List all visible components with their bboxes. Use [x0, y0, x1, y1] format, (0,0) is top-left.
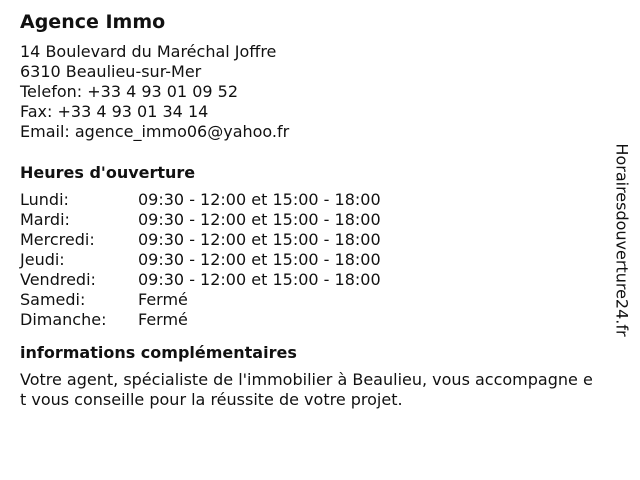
day-label: Vendredi:	[20, 270, 96, 289]
day-hours: 09:30 - 12:00 et 15:00 - 18:00	[138, 190, 381, 209]
opening-hours-heading: Heures d'ouverture	[20, 163, 196, 182]
phone-number: Telefon: +33 4 93 01 09 52	[20, 82, 239, 101]
email-address: Email: agence_immo06@yahoo.fr	[20, 122, 290, 141]
day-label: Lundi:	[20, 190, 69, 209]
hours-row-saturday	[20, 290, 381, 310]
address-line-1: 14 Boulevard du Maréchal Joffre	[20, 42, 277, 61]
additional-info-text: Votre agent, spécialiste de l'immobilier à Beaulieu, vous accompagne et vous conseille pour la réussite de votre projet.	[20, 370, 593, 409]
day-hours: Fermé	[138, 310, 188, 329]
day-label: Mardi:	[20, 210, 70, 229]
site-watermark: Horairesdouverture24.fr	[612, 143, 632, 337]
address-line-2: 6310 Beaulieu-sur-Mer	[20, 62, 202, 81]
day-hours: 09:30 - 12:00 et 15:00 - 18:00	[138, 210, 381, 229]
day-hours: Fermé	[138, 290, 188, 309]
agency-card	[20, 8, 600, 410]
day-label: Jeudi:	[20, 250, 65, 269]
opening-hours-table	[20, 190, 381, 330]
contact-block	[20, 42, 600, 142]
day-label: Mercredi:	[20, 230, 95, 249]
hours-row-thursday	[20, 250, 381, 270]
fax-number: Fax: +33 4 93 01 34 14	[20, 102, 209, 121]
additional-info-heading: informations complémentaires	[20, 343, 297, 362]
hours-row-monday	[20, 190, 381, 210]
day-label: Samedi:	[20, 290, 86, 309]
hours-row-wednesday	[20, 230, 381, 250]
hours-row-friday	[20, 270, 381, 290]
day-hours: 09:30 - 12:00 et 15:00 - 18:00	[138, 250, 381, 269]
agency-name: Agence Immo	[20, 11, 166, 33]
hours-row-tuesday	[20, 210, 381, 230]
hours-row-sunday	[20, 310, 381, 330]
day-hours: 09:30 - 12:00 et 15:00 - 18:00	[138, 230, 381, 249]
day-hours: 09:30 - 12:00 et 15:00 - 18:00	[138, 270, 381, 289]
day-label: Dimanche:	[20, 310, 107, 329]
